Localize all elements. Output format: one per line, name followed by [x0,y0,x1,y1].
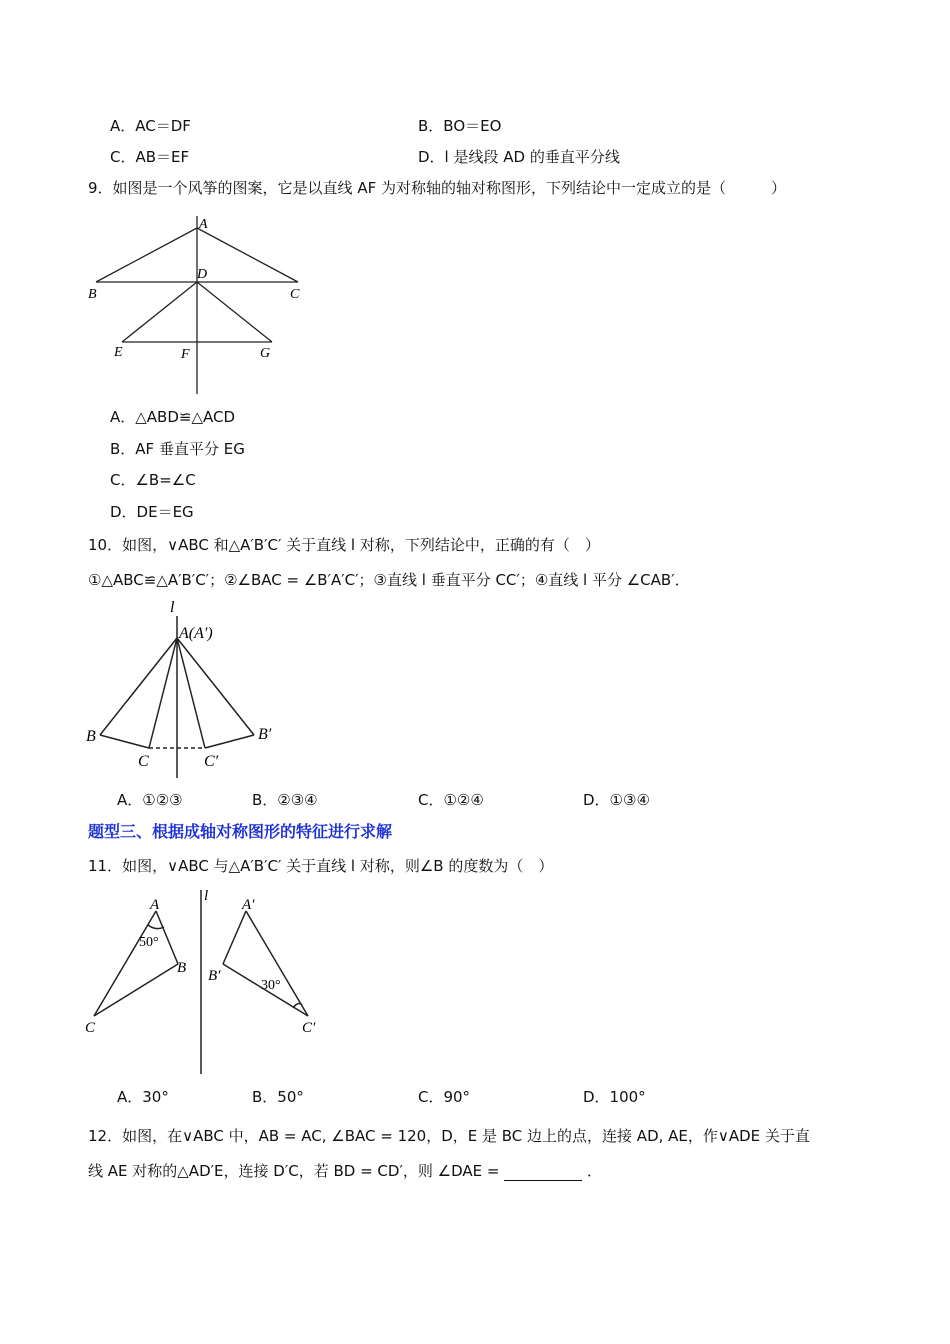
label-b: B [177,960,187,976]
q12-line-2-text: 线 AE 对称的△AD′E，连接 D′C，若 BD = CD′，则 ∠DAE = [88,1162,500,1180]
segment-a-prime-b-prime [223,911,246,964]
label-b-prime: B′ [258,726,272,743]
q9-kite-figure [80,208,320,398]
segment-de [122,282,197,342]
segment-bc [100,735,149,748]
label-b-prime: B′ [208,968,221,984]
label-l: l [170,599,175,616]
q10-symmetry-figure [80,598,290,782]
label-d: D [197,267,208,282]
segment-ab-prime [177,638,254,735]
section-heading: 题型三、根据成轴对称图形的特征进行求解 [88,822,393,841]
q11-option-c: C．90° [418,1088,471,1106]
q10-option-b: B．②③④ [252,791,318,809]
angle-label-50: 50° [139,935,159,950]
q8-option-b: B．BO＝EO [418,117,502,135]
label-l: l [204,888,209,904]
label-g: G [260,346,271,361]
segment-ac [94,911,156,1016]
segment-ab [96,228,197,282]
segment-bc-prime [205,735,254,748]
q11-option-b: B．50° [252,1088,304,1106]
q12-line-2-end: ． [587,1162,603,1180]
segment-dg [197,282,272,342]
q8-option-a: A．AC＝DF [110,117,191,135]
label-c-prime: C′ [204,753,219,770]
label-a: A [199,217,208,232]
q9-stem: 9．如图是一个风筝的图案，它是以直线 AF 为对称轴的轴对称图形，下列结论中一定成立的是（ ） [88,179,786,197]
label-b: B [88,287,97,302]
q9-option-a: A．△ABD≌△ACD [110,408,236,426]
answer-blank[interactable] [504,1166,582,1181]
q11-option-d: D．100° [583,1088,646,1106]
label-a: A [150,897,160,913]
q10-option-a: A．①②③ [117,791,183,809]
label-f: F [181,347,190,362]
label-c: C [85,1020,96,1036]
q9-option-d: D．DE＝EG [110,503,194,521]
q12-line-2 [88,1161,602,1181]
label-a-a-prime: A(A′) [179,625,213,642]
q8-option-c: C．AB＝EF [110,148,190,166]
segment-a-prime-c-prime [246,911,308,1016]
q10-option-c: C．①②④ [418,791,484,809]
angle-arc-c-prime [293,1004,302,1008]
q9-option-b: B．AF 垂直平分 EG [110,440,245,458]
label-e: E [114,345,123,360]
segment-ac [197,228,298,282]
label-c: C [138,753,149,770]
label-a-prime: A′ [242,897,255,913]
q10-stem: 10．如图，∨ABC 和△A′B′C′ 关于直线 l 对称，下列结论中，正确的有（ ） [88,536,600,554]
q11-option-a: A．30° [117,1088,169,1106]
q12-line-1: 12．如图，在∨ABC 中，AB = AC, ∠BAC = 120，D，E 是 BC 边上的点，连接 AD, AE，作∨ADE 关于直 [88,1127,810,1145]
q10-option-d: D．①③④ [583,791,650,809]
label-b: B [86,728,96,745]
q11-triangles-figure [80,884,330,1078]
segment-bc [94,964,178,1016]
label-c: C [290,287,300,302]
segment-ab [100,638,177,735]
q11-stem: 11．如图，∨ABC 与△A′B′C′ 关于直线 l 对称，则∠B 的度数为（ ） [88,857,554,875]
q8-option-d: D．l 是线段 AD 的垂直平分线 [418,148,620,166]
segment-ab [156,911,178,964]
q10-statements: ①△ABC≌△A′B′C′；②∠BAC = ∠B′A′C′；③直线 l 垂直平分 CC′；④直线 l 平分 ∠CAB′． [88,571,690,589]
label-c-prime: C′ [302,1020,316,1036]
angle-label-30: 30° [261,978,281,993]
q9-option-c: C．∠B=∠C [110,471,196,489]
